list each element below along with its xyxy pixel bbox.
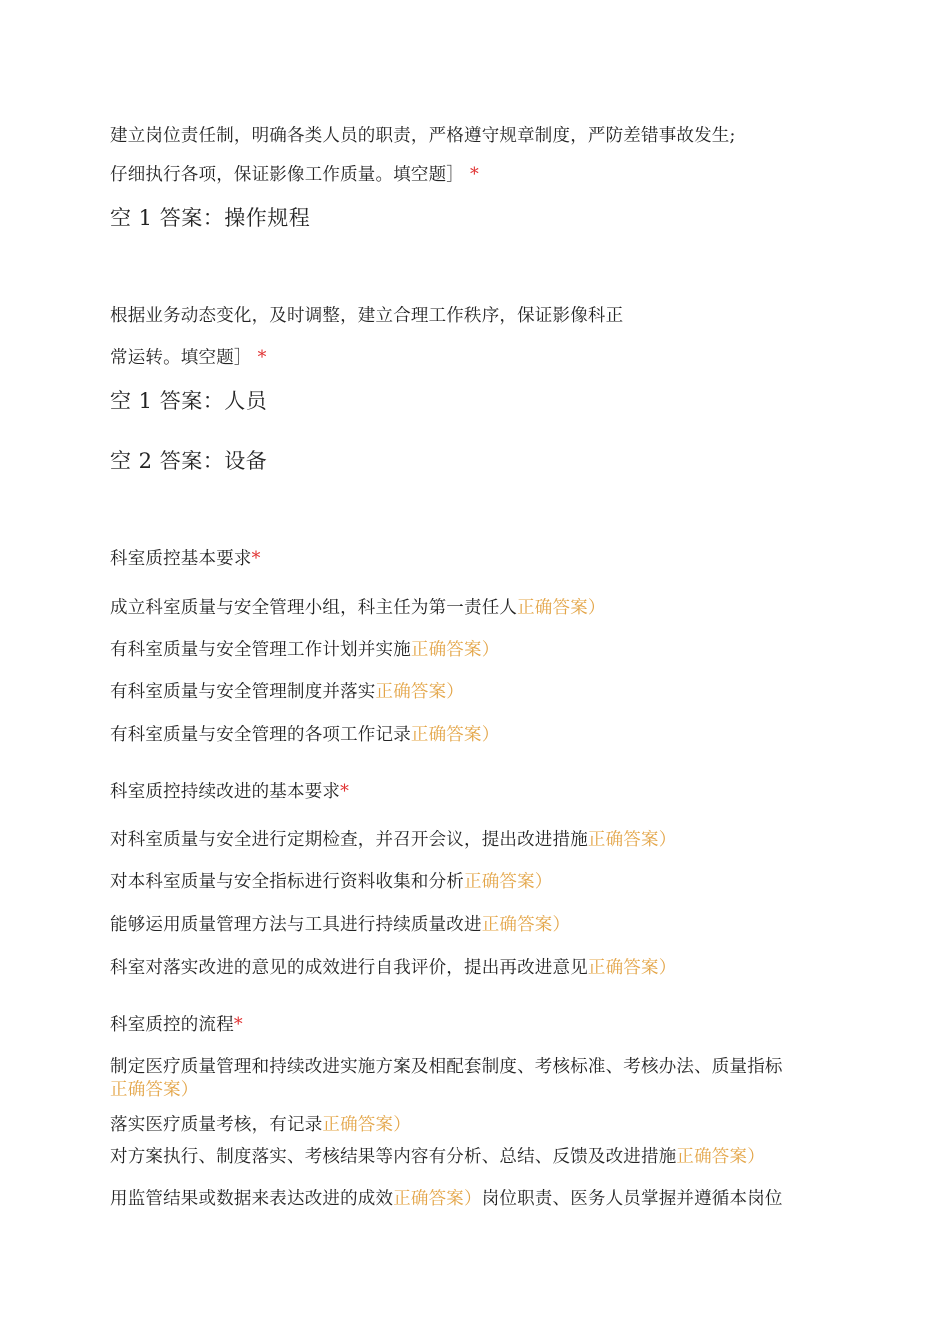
correct-answer-label: 正确答案） bbox=[481, 915, 571, 935]
section-1-title bbox=[110, 547, 261, 571]
item-text: 用监管结果或数据来表达改进的成效 bbox=[110, 1189, 394, 1209]
item-text: 有科室质量与安全管理工作计划并实施 bbox=[110, 640, 411, 660]
required-asterisk: * bbox=[257, 348, 267, 368]
correct-answer-label: 正确答案） bbox=[375, 682, 464, 702]
required-asterisk: * bbox=[233, 1015, 243, 1035]
question-2-text: 常运转。填空题］ bbox=[110, 348, 252, 368]
item-text: 对方案执行、制度落实、考核结果等内容有分析、总结、反馈及改进措施 bbox=[110, 1147, 677, 1167]
item-text: 有科室质量与安全管理的各项工作记录 bbox=[110, 725, 411, 745]
correct-answer-label: 正确答案） bbox=[410, 725, 500, 745]
item-text: 成立科室质量与安全管理小组，科主任为第一责任人 bbox=[110, 598, 518, 618]
correct-answer-label: 正确答案） bbox=[464, 872, 553, 892]
section-2-title bbox=[110, 780, 349, 804]
list-item bbox=[110, 828, 676, 852]
list-item bbox=[110, 680, 464, 704]
list-item bbox=[110, 596, 606, 620]
item-text: 落实医疗质量考核，有记录 bbox=[110, 1115, 323, 1135]
list-item bbox=[110, 723, 499, 747]
item-text: 对本科室质量与安全指标进行资料收集和分析 bbox=[110, 872, 464, 892]
correct-answer-label: 正确答案） bbox=[587, 958, 677, 978]
question-2-text-line-2 bbox=[110, 346, 267, 370]
list-item bbox=[110, 1145, 765, 1169]
required-asterisk: * bbox=[470, 165, 479, 185]
trailing-text: 岗位职责、医务人员掌握并遵循本岗位 bbox=[481, 1189, 783, 1209]
correct-answer-label: 正确答案） bbox=[587, 830, 677, 850]
section-title-text: 科室质控基本要求 bbox=[110, 549, 252, 569]
correct-answer-label: 正确答案） bbox=[517, 598, 606, 618]
correct-answer-label: 正确答案） bbox=[110, 1080, 199, 1100]
correct-answer-label: 正确答案） bbox=[676, 1147, 765, 1167]
answer-blank-1: 空 1 答案：操作规程 bbox=[110, 206, 311, 230]
correct-answer-label: 正确答案） bbox=[322, 1115, 411, 1135]
list-item bbox=[110, 913, 570, 937]
list-item bbox=[110, 870, 553, 894]
list-item: 制定医疗质量管理和持续改进实施方案及相配套制度、考核标准、考核办法、质量指标 bbox=[110, 1057, 783, 1077]
list-item bbox=[110, 1113, 411, 1137]
correct-answer-label: 正确答案） bbox=[393, 1189, 482, 1209]
list-item bbox=[110, 1187, 783, 1211]
question-1-text: 仔细执行各项，保证影像工作质量。填空题］ bbox=[110, 165, 464, 185]
required-asterisk: * bbox=[340, 782, 350, 802]
question-1-text-line-1: 建立岗位责任制，明确各类人员的职责，严格遵守规章制度，严防差错事故发生; bbox=[110, 126, 736, 146]
item-text: 能够运用质量管理方法与工具进行持续质量改进 bbox=[110, 915, 482, 935]
item-text: 科室对落实改进的意见的成效进行自我评价，提出再改进意见 bbox=[110, 958, 588, 978]
section-3-title bbox=[110, 1013, 243, 1037]
question-1-text-line-2 bbox=[110, 163, 479, 187]
answer-blank-1: 空 1 答案：人员 bbox=[110, 389, 268, 413]
section-title-text: 科室质控的流程 bbox=[110, 1015, 234, 1035]
list-item bbox=[110, 638, 499, 662]
answer-blank-2: 空 2 答案：设备 bbox=[110, 449, 268, 473]
question-2-text-line-1: 根据业务动态变化，及时调整，建立合理工作秩序，保证影像科正 bbox=[110, 306, 624, 326]
required-asterisk: * bbox=[251, 549, 261, 569]
correct-answer-label: 正确答案） bbox=[410, 640, 500, 660]
item-text: 对科室质量与安全进行定期检查，并召开会议，提出改进措施 bbox=[110, 830, 588, 850]
section-title-text: 科室质控持续改进的基本要求 bbox=[110, 782, 341, 802]
list-item bbox=[110, 956, 676, 980]
item-text: 有科室质量与安全管理制度并落实 bbox=[110, 682, 376, 702]
